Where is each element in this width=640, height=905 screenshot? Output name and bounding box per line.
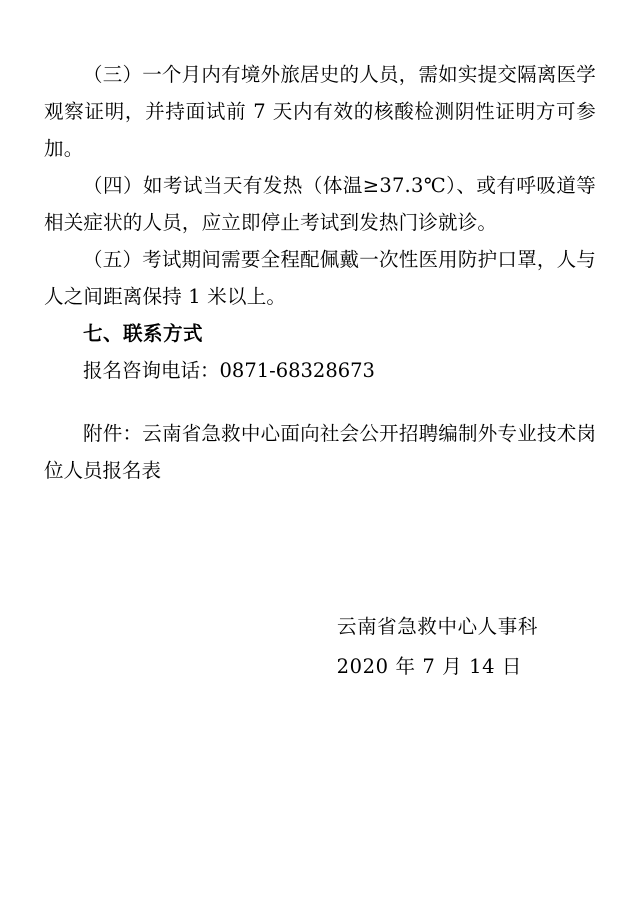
spacer xyxy=(44,389,596,415)
paragraph-item-three: （三）一个月内有境外旅居史的人员，需如实提交隔离医学观察证明，并持面试前 7 天内有效的核酸检测阴性证明方可参加。 xyxy=(44,63,596,160)
signature-date: 2020 年 7 月 14 日 xyxy=(336,655,522,678)
section-heading-contact: 七、联系方式 xyxy=(83,322,204,345)
contact-phone-line: 报名咨询电话：0871-68328673 xyxy=(83,359,375,382)
paragraph-item-five: （五）考试期间需要全程配佩戴一次性医用防护口罩，人与人之间距离保持 1 米以上。 xyxy=(44,248,596,308)
paragraph-item-four: （四）如考试当天有发热（体温≥37.3℃）、或有呼吸道等相关症状的人员，应立即停止考试到发热门诊就诊。 xyxy=(44,174,596,234)
signature-organization: 云南省急救中心人事科 xyxy=(336,615,538,638)
attachment-line: 附件：云南省急救中心面向社会公开招聘编制外专业技术岗位人员报名表 xyxy=(44,422,596,482)
signature-block xyxy=(44,607,596,687)
